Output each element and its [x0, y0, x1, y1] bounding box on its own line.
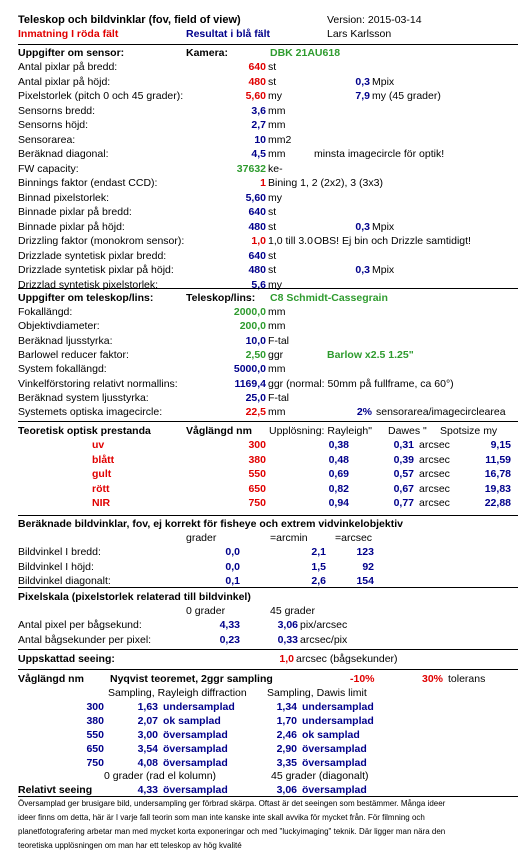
sampling-rayleigh-status: översamplad	[163, 729, 228, 741]
row-label: Fokallängd:	[18, 306, 73, 318]
section-divider	[18, 587, 518, 588]
row-unit: st	[268, 220, 277, 233]
sampling-sub-dawes: Sampling, Dawis limit	[267, 687, 367, 699]
relative-0deg-value: 4,33	[137, 784, 158, 796]
telescope-heading: Uppgifter om teleskop/lins:	[18, 292, 154, 304]
sampling-dawes-value: 1,70	[276, 715, 297, 727]
optics-rayleigh: 0,82	[328, 482, 349, 495]
row-extra: Mpix	[372, 264, 395, 276]
row-label: Drizzlade syntetisk pixlar på höjd:	[18, 264, 174, 276]
fov-arcmin: 2,6	[311, 575, 326, 587]
sampling-wavelength: 550	[86, 729, 104, 741]
fov-degrees: 0,0	[225, 560, 240, 573]
optics-color: blått	[92, 453, 115, 466]
row-label: Sensorarea:	[18, 133, 76, 146]
section-divider	[18, 44, 518, 45]
seeing-unit: arcsec (bågsekunder)	[296, 653, 398, 665]
fov-label: Bildvinkel diagonalt:	[18, 575, 111, 587]
row-unit: ggr (normal: 50mm på fullframe, ca 60°)	[268, 377, 454, 390]
row-value: 4,5	[251, 148, 266, 160]
optics-heading: Teoretisk optisk prestanda	[18, 425, 151, 437]
sampling-dawes-status: undersamplad	[302, 715, 374, 727]
row-value[interactable]: 480	[248, 75, 266, 88]
row-unit: ke-	[268, 162, 283, 175]
note-line: ideer finns om detta, här är I varje fall teorin som man inte kanske inte skall avvika för mycket från. För filmning och	[18, 813, 425, 822]
row-label: FW capacity:	[18, 162, 79, 175]
tolerance-minus[interactable]: -10%	[350, 673, 375, 685]
optics-spot: 9,15	[490, 439, 511, 451]
sampling-rayleigh-value: 3,54	[137, 743, 158, 755]
section-divider	[18, 669, 518, 670]
sampling-rayleigh-value: 3,00	[137, 729, 158, 741]
row-unit: ggr	[268, 348, 284, 361]
result-legend: Resultat i blå fält	[186, 28, 271, 40]
row-unit: my	[268, 90, 282, 102]
sampling-foot-45deg: 45 grader (diagonalt)	[271, 770, 369, 782]
optics-col-rayleigh: Upplösning: Rayleigh"	[269, 425, 372, 437]
section-divider	[18, 649, 518, 650]
optics-col-wavelength: Våglängd nm	[186, 425, 252, 437]
row-label: Binnings faktor (endast CCD):	[18, 177, 158, 189]
fov-arcsec: 123	[356, 546, 374, 558]
sampling-title: Nyqvist teoremet, 2ggr sampling	[110, 673, 273, 685]
row-label: System fokallängd:	[18, 363, 107, 376]
row-label: Antal pixlar på höjd:	[18, 75, 111, 88]
optics-unit: arcsec	[419, 497, 450, 509]
row-extra: minsta imagecircle för optik!	[314, 148, 445, 160]
optics-wavelength[interactable]: 300	[248, 439, 266, 451]
row-label: Vinkelförstoring relativt normallins:	[18, 377, 178, 390]
version-label: Version: 2015-03-14	[327, 14, 422, 26]
section-divider	[18, 421, 518, 422]
optics-col-spot: Spotsize my	[440, 425, 498, 437]
row-extra: Mpix	[372, 75, 395, 88]
row-value[interactable]: 37632	[236, 162, 266, 175]
row-label: Sensorns bredd:	[18, 104, 96, 117]
sampling-dawes-value: 2,46	[276, 729, 297, 741]
optics-dawes: 0,39	[393, 453, 414, 466]
row-label: Beräknad ljusstyrka:	[18, 334, 113, 347]
fov-label: Bildvinkel I bredd:	[18, 546, 101, 558]
row-label: Antal pixlar på bredd:	[18, 61, 118, 73]
telescope-name[interactable]: C8 Schmidt-Cassegrain	[270, 292, 388, 304]
row-extra: my (45 grader)	[372, 90, 441, 102]
author-label: Lars Karlsson	[327, 28, 392, 40]
optics-unit: arcsec	[419, 468, 450, 480]
row-extra: OBS! Ej bin och Drizzle samtidigt!	[314, 235, 471, 247]
row-label: Binnad pixelstorlek:	[18, 191, 110, 204]
relative-seeing-label: Relativt seeing	[18, 784, 93, 796]
row-unit: st	[268, 75, 277, 88]
optics-rayleigh: 0,69	[328, 468, 349, 480]
telescope-label: Teleskop/lins:	[186, 292, 256, 304]
optics-dawes: 0,57	[393, 468, 414, 480]
sensor-heading: Uppgifter om sensor:	[18, 47, 125, 59]
sampling-dawes-status: översamplad	[302, 757, 367, 769]
sampling-dawes-status: översamplad	[302, 743, 367, 755]
relative-45deg-value: 3,06	[276, 784, 297, 796]
pixelscale-45deg: 3,06	[277, 619, 298, 631]
row-extra: sensorarea/imagecirclearea	[376, 406, 506, 419]
sampling-rayleigh-status: översamplad	[163, 743, 228, 755]
note-line: planetfotografering arbetar man med mycket korta exponeringar och med "luckyimaging" teknik. Där ligger man nära den	[18, 827, 446, 836]
row-value[interactable]: 200,0	[239, 320, 266, 333]
pixelscale-heading: Pixelskala (pixelstorlek relaterad till bildvinkel)	[18, 591, 251, 603]
row-value: 22,5	[245, 406, 266, 419]
row-unit: mm2	[268, 133, 292, 146]
pixelscale-label: Antal bågsekunder per pixel:	[18, 633, 152, 646]
row-extra-value: 2%	[356, 406, 372, 419]
row-unit: st	[268, 264, 277, 276]
row-unit: my	[268, 191, 282, 204]
row-label: Binnade pixlar på höjd:	[18, 220, 125, 233]
row-value[interactable]: 2000,0	[233, 306, 266, 318]
optics-spot: 22,88	[484, 497, 511, 509]
optics-rayleigh: 0,48	[328, 453, 349, 466]
row-extra-value: 0,3	[355, 264, 370, 276]
row-unit: mm	[268, 406, 286, 419]
optics-color: gult	[92, 468, 112, 480]
fov-heading: Beräknade bildvinklar, fov, ej korrekt för fisheye och extrem vidvinkelobjektiv	[18, 518, 403, 530]
sampling-dawes-value: 3,35	[276, 757, 297, 769]
input-legend: Inmatning I röda fält	[18, 28, 119, 40]
row-label: Beräknad diagonal:	[18, 148, 109, 160]
optics-col-dawes: Dawes "	[388, 425, 427, 437]
row-extra: Mpix	[372, 220, 395, 233]
row-unit: mm	[268, 363, 286, 376]
row-value[interactable]: 1,0	[251, 235, 266, 247]
sampling-wavelength: 380	[86, 715, 104, 727]
optics-spot: 16,78	[484, 468, 511, 480]
optics-unit: arcsec	[419, 482, 450, 495]
row-label: Systemets optiska imagecircle:	[18, 406, 163, 419]
row-value[interactable]: 5,60	[245, 90, 266, 102]
sampling-dawes-value: 2,90	[276, 743, 297, 755]
sampling-rayleigh-status: ok samplad	[163, 715, 221, 727]
row-value[interactable]: 1	[260, 177, 266, 189]
sampling-sub-rayleigh: Sampling, Rayleigh diffraction	[108, 687, 247, 699]
row-value: 2,7	[251, 119, 266, 131]
row-value: 10	[254, 133, 266, 146]
row-label: Sensorns höjd:	[18, 119, 89, 131]
row-unit: mm	[268, 306, 286, 318]
page-title: Teleskop och bildvinklar (fov, field of view)	[18, 14, 241, 26]
row-extra-value: 0,3	[355, 75, 370, 88]
sampling-rayleigh-value: 1,63	[137, 701, 158, 713]
row-label: Binnade pixlar på bredd:	[18, 206, 132, 218]
optics-dawes: 0,67	[393, 482, 414, 495]
relative-0deg-text: översamplad	[163, 784, 228, 796]
optics-unit: arcsec	[419, 453, 450, 466]
row-label: Objektivdiameter:	[18, 320, 100, 333]
fov-col-arcmin: =arcmin	[270, 532, 308, 544]
optics-unit: arcsec	[419, 439, 450, 451]
optics-rayleigh: 0,38	[328, 439, 349, 451]
row-label: Drizzlade syntetisk pixlar bredd:	[18, 249, 167, 262]
row-unit: mm	[268, 148, 286, 160]
fov-label: Bildvinkel I höjd:	[18, 560, 94, 573]
row-value[interactable]: 640	[248, 61, 266, 73]
sampling-wavelength: 750	[86, 757, 104, 769]
row-value: 1169,4	[234, 377, 266, 390]
row-extra-value: 0,3	[355, 220, 370, 233]
row-value[interactable]: 2,50	[245, 348, 266, 361]
sampling-foot-0deg: 0 grader (rad el kolumn)	[104, 770, 217, 782]
row-value: 10,0	[245, 334, 266, 347]
pixelscale-col-0deg: 0 grader	[186, 605, 226, 617]
fov-degrees: 0,0	[225, 546, 240, 558]
row-unit: Bining 1, 2 (2x2), 3 (3x3)	[268, 177, 383, 189]
section-divider	[18, 515, 518, 516]
note-line: Översamplad ger brusigare bild, undersampling ger förbrad skärpa. Oftast är det seeingen som bestämmer. Många ideer	[18, 799, 446, 808]
optics-color: NIR	[92, 497, 111, 509]
pixelscale-label: Antal pixel per bågsekund:	[18, 619, 142, 631]
row-unit: F-tal	[268, 334, 289, 347]
sampling-dawes-status: ok samplad	[302, 729, 360, 741]
section-divider	[18, 288, 518, 289]
seeing-label: Uppskattad seeing:	[18, 653, 115, 665]
row-label: Drizzling faktor (monokrom sensor):	[18, 235, 185, 247]
fov-degrees: 0,1	[225, 575, 240, 587]
pixelscale-0deg: 0,23	[219, 633, 240, 646]
optics-color: uv	[92, 439, 105, 451]
row-value: 480	[248, 264, 266, 276]
fov-arcsec: 154	[356, 575, 374, 587]
camera-label: Kamera:	[186, 47, 229, 59]
optics-wavelength[interactable]: 380	[248, 453, 266, 466]
sampling-rayleigh-value: 4,08	[137, 757, 158, 769]
seeing-value[interactable]: 1,0	[279, 653, 294, 665]
optics-dawes: 0,31	[393, 439, 414, 451]
row-unit: mm	[268, 320, 286, 333]
optics-spot: 19,83	[484, 482, 511, 495]
relative-45deg-text: översamplad	[302, 784, 367, 796]
sampling-wavelength: 650	[86, 743, 104, 755]
row-label: Barlowel reducer faktor:	[18, 348, 129, 361]
pixelscale-0deg: 4,33	[219, 619, 240, 631]
fov-arcmin: 2,1	[311, 546, 326, 558]
row-label: Pixelstorlek (pitch 0 och 45 grader):	[18, 90, 184, 102]
row-unit: st	[268, 61, 277, 73]
sampling-rayleigh-status: undersamplad	[163, 701, 235, 713]
fov-col-degrees: grader	[186, 532, 217, 544]
pixelscale-unit: arcsec/pix	[300, 633, 348, 646]
row-value: 640	[248, 249, 266, 262]
tolerance-label: tolerans	[448, 673, 486, 685]
row-value: 25,0	[245, 391, 266, 404]
optics-spot: 11,59	[485, 453, 511, 466]
fov-col-arcsec: =arcsec	[335, 532, 373, 544]
tolerance-plus[interactable]: 30%	[422, 673, 444, 685]
row-extra: Barlow x2.5 1.25"	[327, 348, 414, 361]
row-unit: st	[268, 206, 277, 218]
row-unit: mm	[268, 104, 286, 117]
pixelscale-45deg: 0,33	[277, 633, 298, 646]
pixelscale-unit: pix/arcsec	[300, 619, 348, 631]
row-unit: 1,0 till 3.0	[268, 235, 313, 247]
pixelscale-col-45deg: 45 grader	[270, 605, 315, 617]
fov-arcmin: 1,5	[311, 560, 326, 573]
sampling-rayleigh-status: översamplad	[163, 757, 228, 769]
sampling-wavelength: 300	[86, 701, 104, 713]
row-value: 640	[248, 206, 266, 218]
section-divider	[18, 796, 518, 797]
note-line: teoretiska upplösningen om man har ett teleskop av hög kvalité	[18, 841, 242, 850]
optics-wavelength[interactable]: 550	[248, 468, 266, 480]
row-extra-value: 7,9	[355, 90, 370, 102]
row-value: 5,6	[251, 278, 266, 291]
sampling-dawes-value: 1,34	[276, 701, 297, 713]
optics-color: rött	[92, 482, 110, 495]
row-value: 3,6	[251, 104, 266, 117]
optics-dawes: 0,77	[393, 497, 414, 509]
row-value: 480	[248, 220, 266, 233]
row-label: Beräknad system ljusstyrka:	[18, 391, 149, 404]
optics-rayleigh: 0,94	[328, 497, 349, 509]
camera-name[interactable]: DBK 21AU618	[270, 47, 341, 59]
row-unit: my	[268, 278, 282, 291]
row-label: Drizzlad syntetisk pixelstorlek:	[18, 278, 159, 291]
row-value: 5000,0	[233, 363, 266, 376]
optics-wavelength[interactable]: 750	[248, 497, 266, 509]
optics-wavelength[interactable]: 650	[248, 482, 266, 495]
fov-arcsec: 92	[362, 560, 374, 573]
row-value: 5,60	[245, 191, 266, 204]
sampling-rayleigh-value: 2,07	[137, 715, 158, 727]
sampling-col-nm: Våglängd nm	[18, 673, 84, 685]
row-unit: mm	[268, 119, 286, 131]
row-unit: F-tal	[268, 391, 289, 404]
sampling-dawes-status: undersamplad	[302, 701, 374, 713]
row-unit: st	[268, 249, 277, 262]
